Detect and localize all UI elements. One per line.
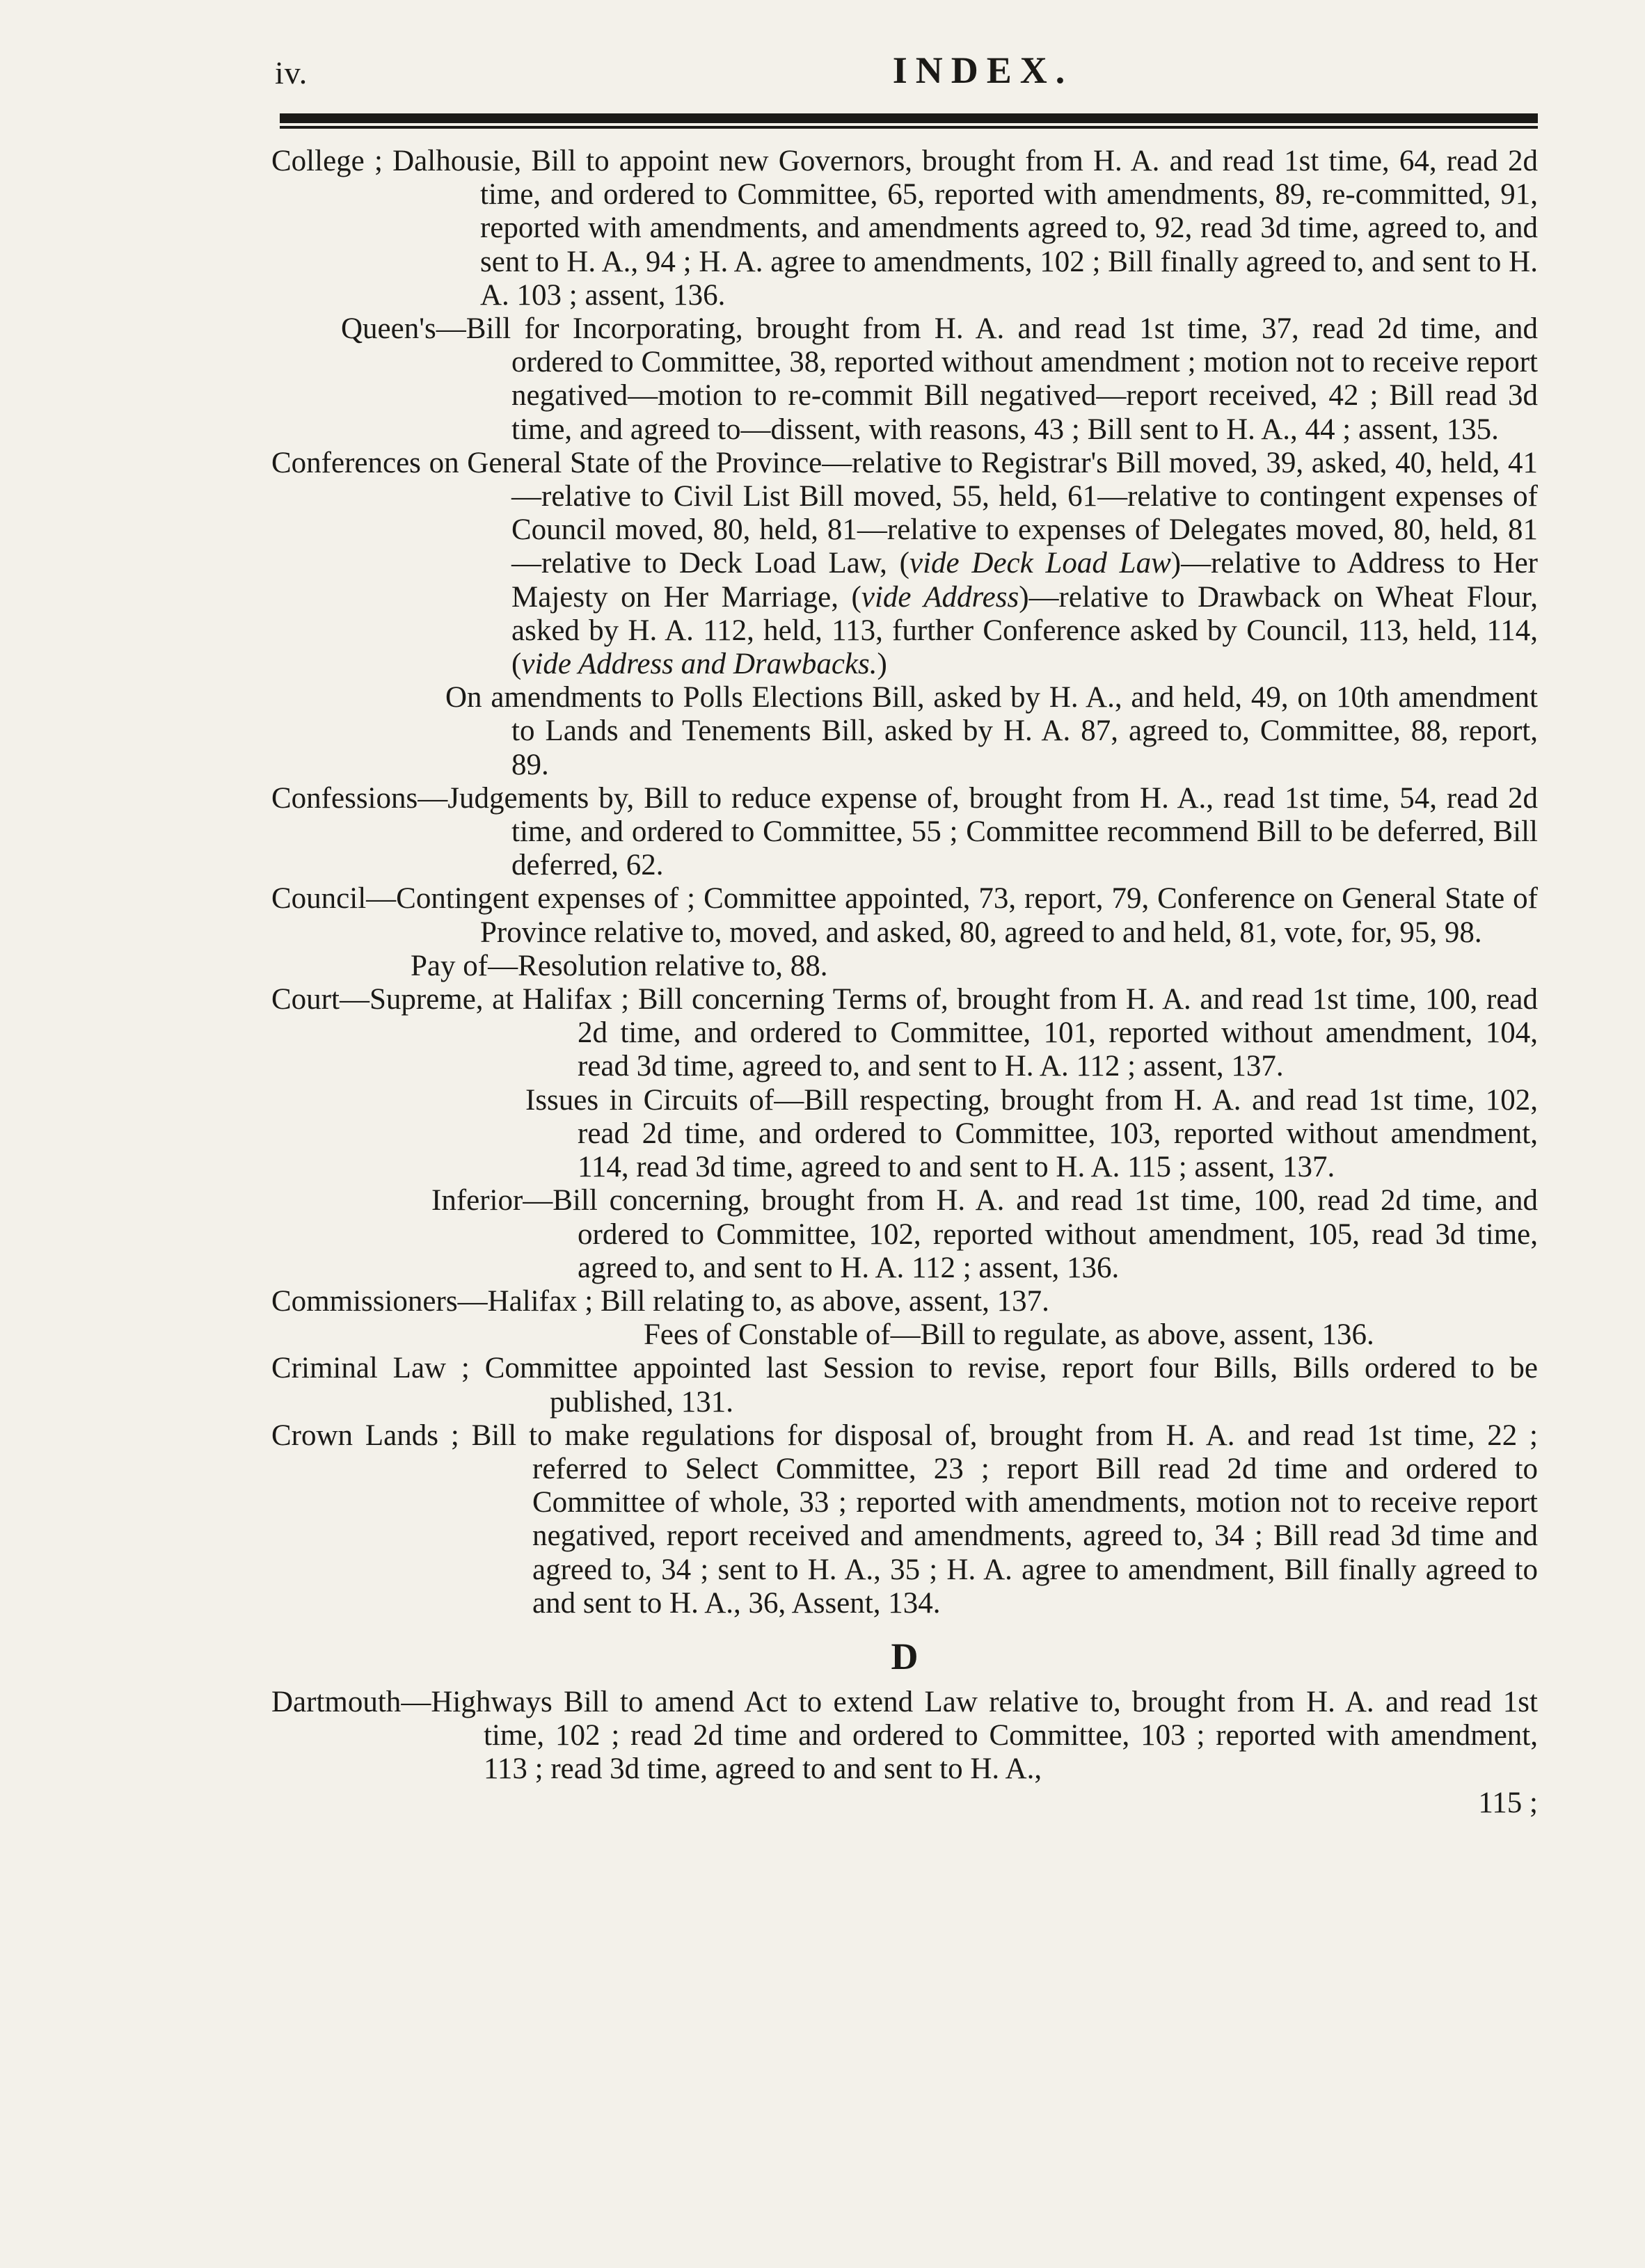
entry-text: —Contingent expenses of ; Committee appointed, 73, report, 79, Conference on General State of Province relative to, moved, and asked, 80, agreed to and held, 81, vote, for, 95, 98. [366, 882, 1538, 949]
entry-text: On amendments to Polls Elections Bill, asked by H. A., and held, 49, on 10th amendment to Lands and Tenements Bill, asked by H. A. 87, agreed to, Committee, 88, report, 89. [445, 681, 1538, 781]
index-entry-crown-lands [271, 1419, 1538, 1620]
index-entry-criminal-law [271, 1352, 1538, 1419]
page-header [275, 42, 1538, 104]
header-rule-thin [280, 126, 1538, 129]
entry-text: ) [877, 648, 887, 681]
entry-text: —Judgements by, Bill to reduce expense of, brought from H. A., read 1st time, 54, read 2d time, and ordered to Committee, 55 ; Committee recommend Bill to be deferred, Bill deferred, 62. [418, 781, 1538, 882]
index-entry-college [271, 145, 1538, 312]
index-entry-council-pay [271, 950, 1538, 983]
entry-lead: College ; [271, 145, 383, 177]
vide-reference: vide Address [861, 580, 1019, 614]
index-entry-commissioners [271, 1285, 1538, 1318]
index-entry-queens [271, 312, 1538, 447]
entry-text: Fees of Constable of—Bill to regulate, as above, assent, 136. [644, 1318, 1374, 1352]
index-entry-conferences [271, 447, 1538, 681]
entry-lead: Crown Lands ; [271, 1419, 459, 1452]
entry-lead: Dartmouth [271, 1685, 402, 1718]
entry-lead: Conferences [271, 446, 421, 479]
entry-lead: Confessions [271, 781, 418, 815]
entry-lead: Commissioners [271, 1284, 458, 1318]
vide-reference: vide Address and Drawbacks. [521, 648, 877, 681]
entry-text: Committee appointed last Session to revise, report four Bills, Bills ordered to be published, 131. [484, 1352, 1539, 1419]
entry-text: —Supreme, at Halifax ; Bill concerning Terms of, brought from H. A. and read 1st time, 100, read 2d time, and ordered to Committee, 101, reported without amendment, 104, read 3d time, agreed to, and sent to H. A. 112 ; assent, 137. [339, 983, 1538, 1083]
entry-lead: Court [271, 983, 340, 1016]
index-entry-dartmouth [271, 1686, 1538, 1787]
index-entry-court-inferior [271, 1184, 1538, 1285]
entry-text: —Highways Bill to amend Act to extend Law relative to, brought from H. A. and read 1st time, 102 ; read 2d time and ordered to Committee, 103 ; reported with amendment, 113 ; read 3d time, agreed to and sent to H. A., [401, 1685, 1538, 1786]
entry-text: )—relative to Address to Her Majesty on Her Marriage, ( [511, 547, 1539, 614]
entry-text: Pay of—Resolution relative to, 88. [411, 949, 828, 982]
entry-text: )—relative to Drawback on Wheat Flour, asked by H. A. 112, held, 113, further Conference asked by Council, 113, held, 114, ( [511, 580, 1538, 681]
entry-text: Issues in Circuits of—Bill respecting, brought from H. A. and read 1st time, 102, read 2d time, and ordered to Committee, 103, reported without amendment, 114, read 3d time, agreed to and sent to H. A. 115 ; assent, 137. [525, 1083, 1538, 1184]
index-entry-dartmouth-continued [271, 1787, 1538, 1820]
entry-text: Inferior—Bill concerning, brought from H. A. and read 1st time, 100, read 2d time, and ordered to Committee, 102, reported without amendment, 105, read 3d time, agreed to, and sent to H. A. 112 ; assent, 136. [431, 1184, 1538, 1284]
entry-text: Queen's—Bill for Incorporating, brought from H. A. and read 1st time, 37, read 2d time, and ordered to Committee, 38, reported without amendment ; motion not to receive report negatived—motion to re-commit Bill negatived—report received, 42 ; Bill read 3d time, and agreed to—dissent, with reasons, 43 ; Bill sent to H. A., 44 ; assent, 135. [341, 312, 1538, 446]
entry-lead: Council [271, 882, 367, 916]
section-letter-d: D [891, 1635, 919, 1677]
index-entry-commissioners-fees [271, 1318, 1538, 1352]
index-entry-conference-amendments [271, 681, 1538, 782]
vide-reference: vide Deck Load Law [909, 547, 1171, 580]
index-entry-court-issues [271, 1084, 1538, 1185]
index-body [271, 145, 1538, 1820]
index-entry-court-supreme [271, 983, 1538, 1084]
index-entry-confessions [271, 782, 1538, 883]
entry-text: Bill to make regulations for disposal of, brought from H. A. and read 1st time, 22 ; referred to Select Committee, 23 ; report Bill read 2d time and ordered to Committee of whole, 33 ; reported with amendments, motion not to receive report negatived, report received and amendments, agreed to, 34 ; Bill read 3d time and agreed to, 34 ; sent to H. A., 35 ; H. A. agree to amendment, Bill finally agreed to and sent to H. A., 36, Assent, 134. [471, 1419, 1539, 1620]
header-rule-thick [280, 113, 1538, 123]
running-title: INDEX. [892, 49, 1074, 91]
page-numeral: iv. [275, 55, 308, 90]
entry-text: on General State of the Province—relative to Registrar's Bill moved, 39, asked, 40, held, 41—relative to Civil List Bill moved, 55, held, 61—relative to contingent expenses of Council moved, 80, held, 81—relative to expenses of Delegates moved, 80, held, 81—relative to Deck Load Law, ( [429, 446, 1539, 580]
entry-text: 115 ; [1478, 1786, 1538, 1819]
entry-text: Dalhousie, Bill to appoint new Governors, brought from H. A. and read 1st time, 64, read 2d time, and ordered to Committee, 65, reported with amendments, 89, re-committed, 91, reported with amendments, and amendments agreed to, 92, read 3d time, agreed to, and sent to H. A., 94 ; H. A. agree to amendments, 102 ; Bill finally agreed to, and sent to H. A. 103 ; assent, 136. [392, 145, 1538, 312]
entry-text: —Halifax ; Bill relating to, as above, assent, 137. [457, 1284, 1049, 1318]
entry-lead: Criminal Law ; [271, 1352, 470, 1385]
index-entry-council [271, 882, 1538, 949]
